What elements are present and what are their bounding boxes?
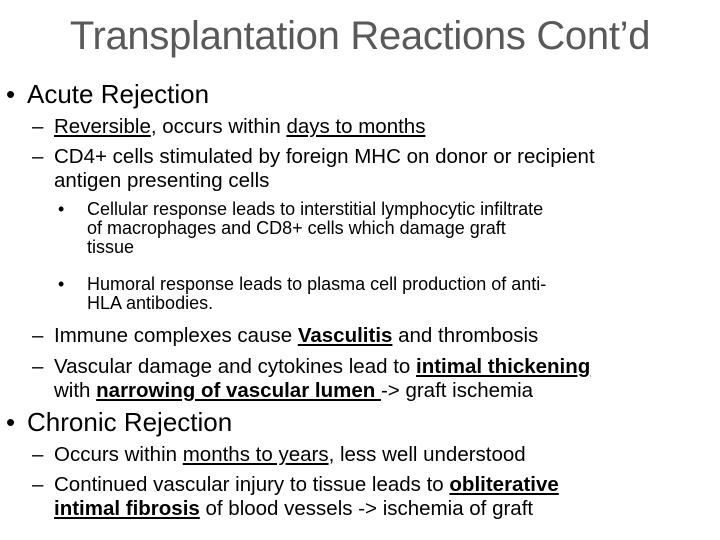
dash-marker: – xyxy=(32,145,44,168)
intimal-fibrosis-term: intimal fibrosis xyxy=(54,497,200,520)
sub2-line1: Humoral response leads to plasma cell production of anti- xyxy=(87,274,547,294)
acute-item1-mid: , occurs within xyxy=(150,115,287,138)
acute-item-reversible xyxy=(32,115,717,139)
sub2-line2: HLA antibodies. xyxy=(87,293,214,313)
acute-item3-pre: Immune complexes cause xyxy=(54,324,298,347)
acute-item-vascular-damage xyxy=(32,355,717,403)
chronic-item1-pre: Occurs within xyxy=(54,443,183,466)
chronic-item2-post: of blood vessels -> ischemia of graft xyxy=(199,497,534,520)
chronic-item-continued-injury xyxy=(32,473,717,521)
dash-marker: – xyxy=(32,115,44,138)
vasculitis-term: Vasculitis xyxy=(297,324,393,347)
bullet-marker: • xyxy=(6,79,16,109)
sub1-line3: tissue xyxy=(87,237,135,257)
acute-item2-line2: antigen presenting cells xyxy=(54,169,270,192)
acute-item2-line1: CD4+ cells stimulated by foreign MHC on donor or recipient xyxy=(54,145,595,168)
acute-item4-with: with xyxy=(54,379,97,402)
dash-marker: – xyxy=(32,473,44,496)
chronic-item1-post: , less well understood xyxy=(328,443,526,466)
bullet-acute-rejection xyxy=(6,79,209,110)
dash-marker: – xyxy=(32,443,44,466)
chronic-item-occurs xyxy=(32,443,717,467)
sub-bullet-marker: • xyxy=(58,199,65,219)
acute-item4-post: -> graft ischemia xyxy=(380,379,534,402)
bullet-marker: • xyxy=(6,407,16,437)
acute-item-cd4 xyxy=(32,145,717,193)
narrowing-term: narrowing of vascular lumen xyxy=(96,379,381,402)
reversible-term: Reversible xyxy=(54,115,151,138)
dash-marker: – xyxy=(32,324,44,347)
acute-item4-pre: Vascular damage and cytokines lead to xyxy=(54,355,417,378)
acute-sub-humoral xyxy=(57,275,712,313)
months-to-years-term: months to years xyxy=(182,443,329,466)
sub1-line2: of macrophages and CD8+ cells which damage graft xyxy=(87,218,506,238)
days-to-months-term: days to months xyxy=(286,115,426,138)
acute-rejection-heading: Acute Rejection xyxy=(27,79,210,109)
obliterative-term: obliterative xyxy=(449,473,559,496)
intimal-thickening-term: intimal thickening xyxy=(416,355,591,378)
chronic-rejection-heading: Chronic Rejection xyxy=(27,407,233,437)
bullet-chronic-rejection xyxy=(6,407,232,438)
sub-bullet-marker: • xyxy=(58,274,65,294)
sub1-line1: Cellular response leads to interstitial lymphocytic infiltrate xyxy=(87,199,544,219)
slide-title: Transplantation Reactions Cont’d xyxy=(69,14,651,58)
chronic-item2-pre: Continued vascular injury to tissue leads to xyxy=(54,473,450,496)
acute-item3-post: and thrombosis xyxy=(392,324,539,347)
acute-item-immune-complexes xyxy=(32,324,717,348)
acute-sub-cellular xyxy=(57,200,712,257)
dash-marker: – xyxy=(32,355,44,378)
